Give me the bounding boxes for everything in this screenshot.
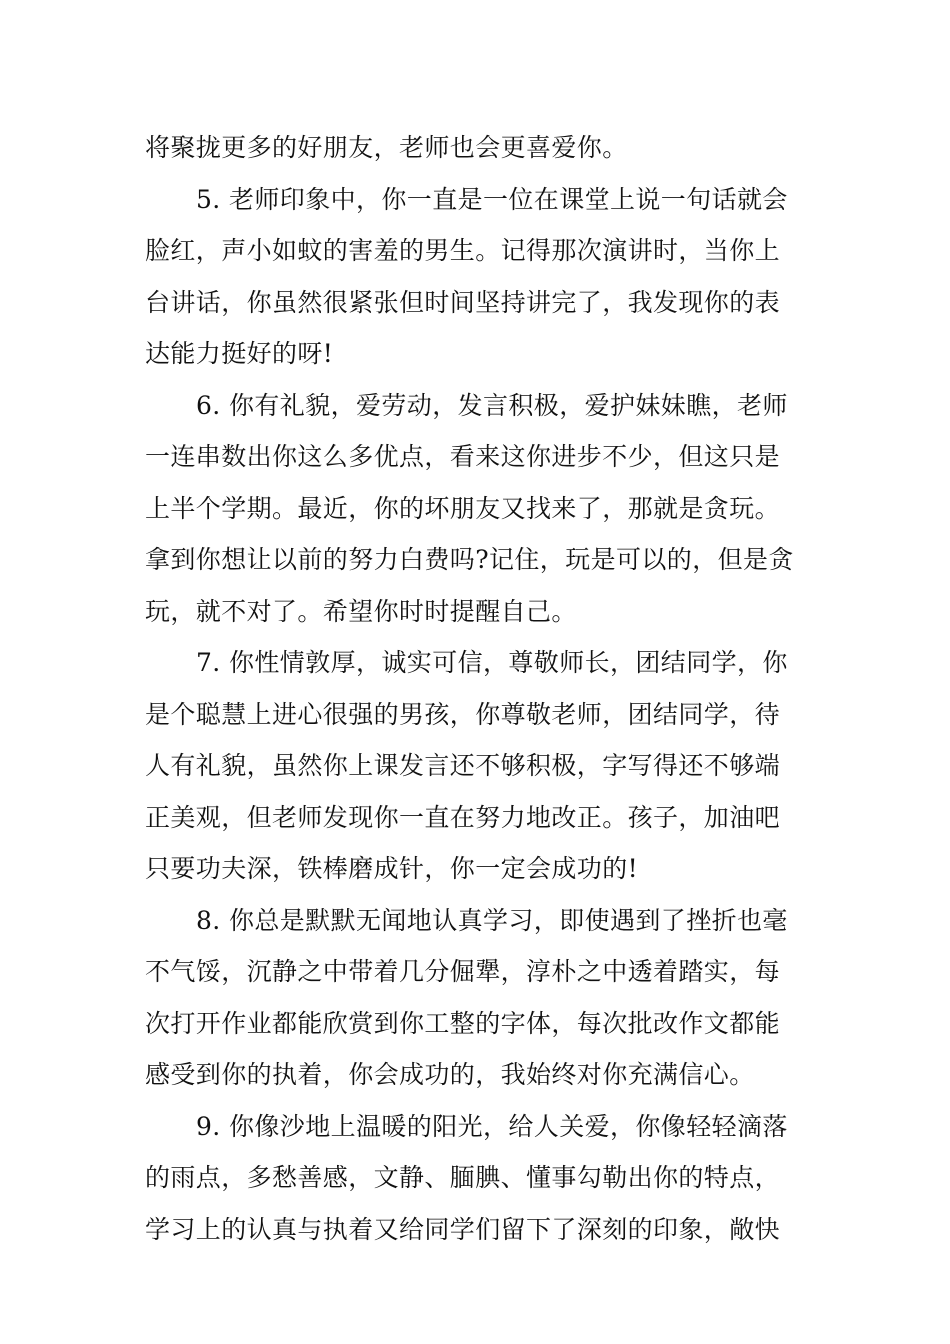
text-line: 只要功夫深，铁棒磨成针，你一定会成功的!: [145, 854, 639, 883]
text-line: 学习上的认真与执着又给同学们留下了深刻的印象，敞快: [145, 1215, 781, 1244]
text-line: 8. 你总是默默无闻地认真学习，即使遇到了挫折也毫: [196, 906, 788, 935]
text-line: 拿到你想让以前的努力白费吗?记住，玩是可以的，但是贪: [145, 545, 794, 574]
text-line: 正美观，但老师发现你一直在努力地改正。孩子，加油吧: [145, 803, 781, 832]
text-line: 6. 你有礼貌，爱劳动，发言积极，爱护妹妹瞧，老师: [196, 391, 788, 420]
text-line: 不气馁，沉静之中带着几分倔犟，淳朴之中透着踏实，每: [145, 957, 781, 986]
text-line: 次打开作业都能欣赏到你工整的字体，每次批改作文都能: [145, 1009, 781, 1038]
text-line: 台讲话，你虽然很紧张但时间坚持讲完了，我发现你的表: [145, 288, 781, 317]
text-line: 5. 老师印象中，你一直是一位在课堂上说一句话就会: [196, 185, 788, 214]
text-line: 将聚拢更多的好朋友，老师也会更喜爱你。: [145, 133, 628, 162]
text-line: 7. 你性情敦厚，诚实可信，尊敬师长，团结同学，你: [196, 648, 788, 677]
text-line: 的雨点，多愁善感，文静、腼腆、懂事勾勒出你的特点，: [145, 1163, 781, 1192]
text-line: 玩，就不对了。希望你时时提醒自己。: [145, 597, 577, 626]
text-line: 达能力挺好的呀!: [145, 339, 334, 368]
text-line: 9. 你像沙地上温暖的阳光，给人关爱，你像轻轻滴落: [196, 1112, 788, 1141]
text-line: 人有礼貌，虽然你上课发言还不够积极，字写得还不够端: [145, 751, 781, 780]
text-line: 感受到你的执着，你会成功的，我始终对你充满信心。: [145, 1060, 755, 1089]
text-line: 是个聪慧上进心很强的男孩，你尊敬老师，团结同学，待: [145, 700, 781, 729]
text-line: 上半个学期。最近，你的坏朋友又找来了，那就是贪玩。: [145, 494, 781, 523]
text-line: 一连串数出你这么多优点，看来这你进步不少，但这只是: [145, 442, 781, 471]
text-line: 脸红，声小如蚊的害羞的男生。记得那次演讲时，当你上: [145, 236, 781, 265]
